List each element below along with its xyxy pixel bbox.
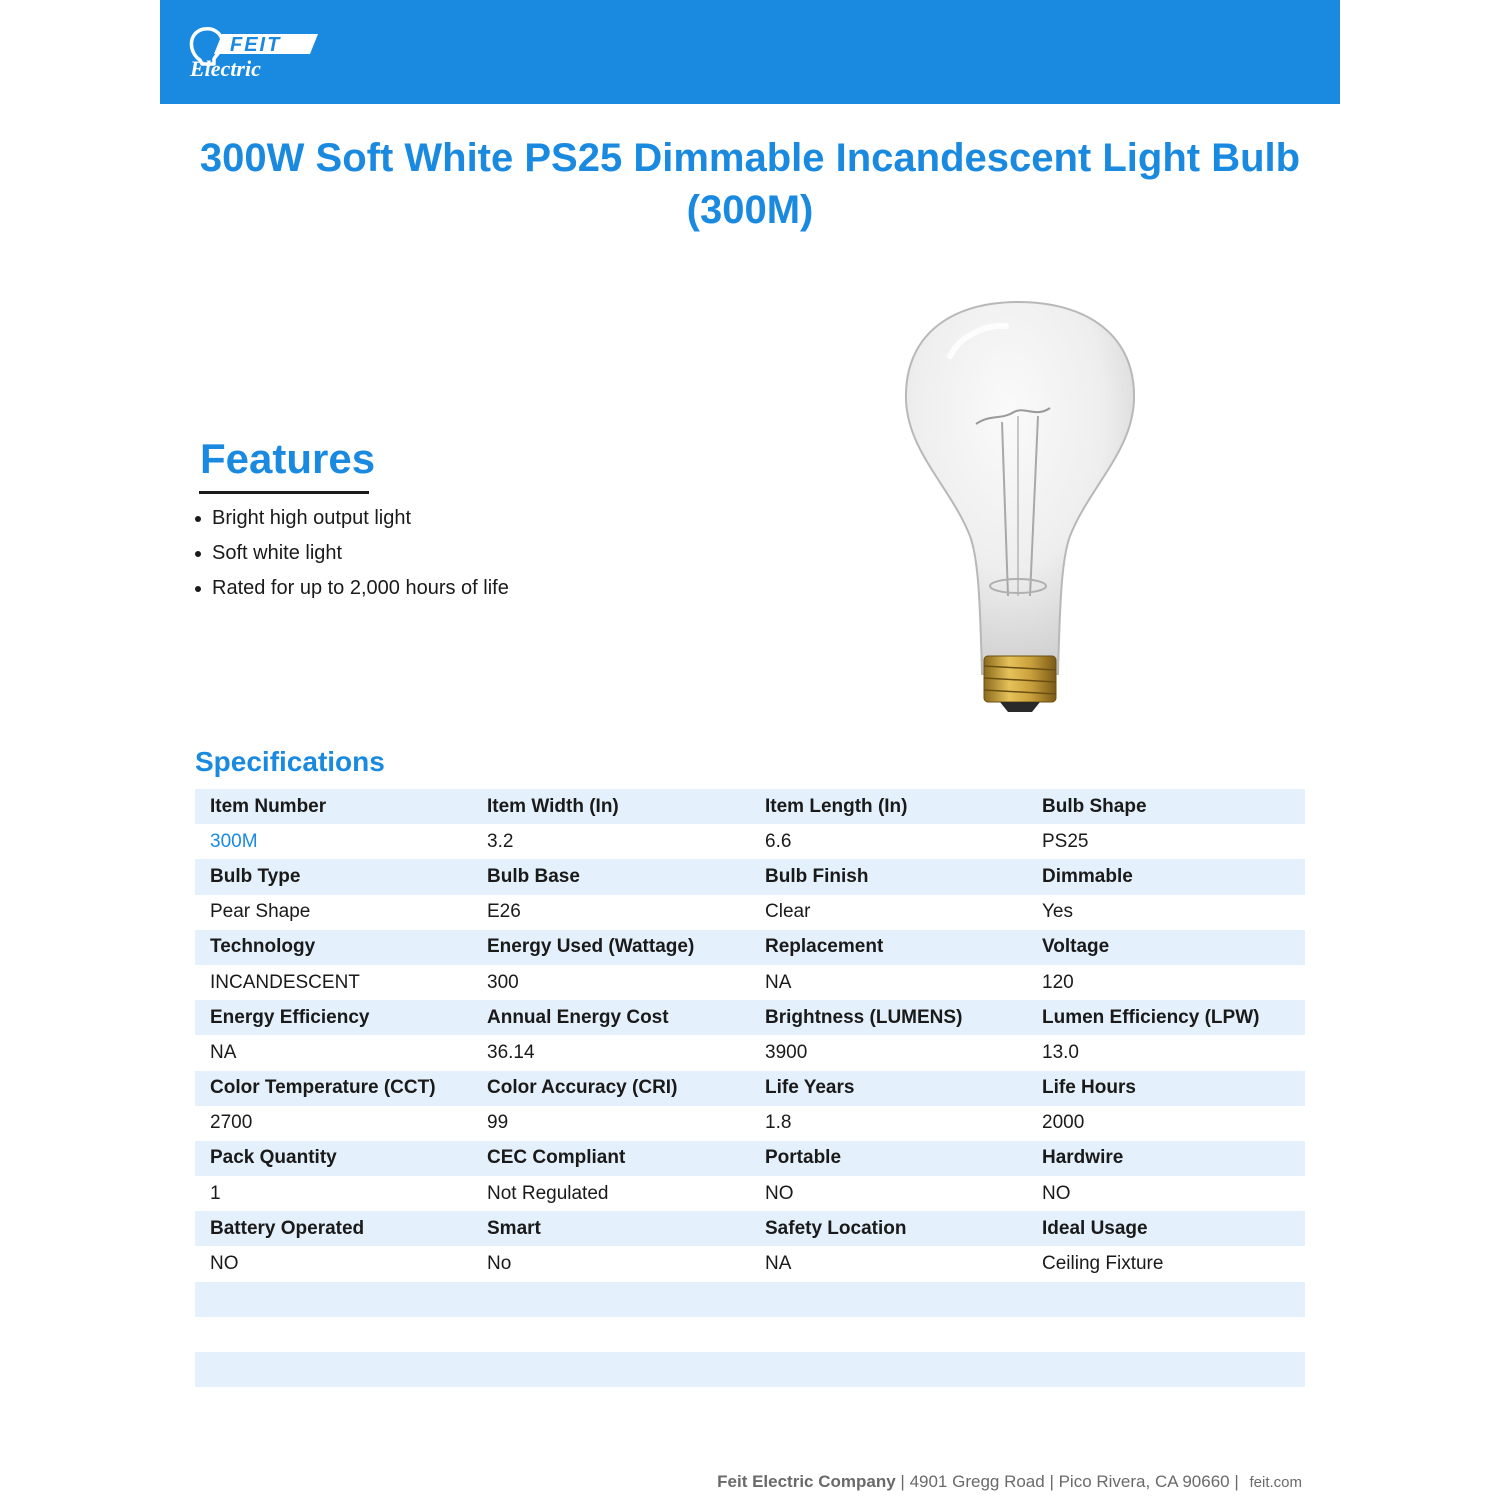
spec-label: Battery Operated bbox=[210, 1217, 365, 1239]
spec-value: NO bbox=[1042, 1182, 1071, 1204]
spec-label: Ideal Usage bbox=[1042, 1217, 1148, 1239]
spec-label: Color Accuracy (CRI) bbox=[487, 1077, 678, 1099]
spec-label: Brightness (LUMENS) bbox=[765, 1006, 963, 1028]
spec-value: Yes bbox=[1042, 901, 1073, 923]
feature-item: Bright high output light bbox=[192, 503, 509, 538]
spec-value: 3900 bbox=[765, 1041, 808, 1063]
spec-label: Item Length (In) bbox=[765, 795, 908, 817]
spec-value: NO bbox=[210, 1253, 239, 1275]
spec-label: Item Number bbox=[210, 795, 327, 817]
spec-label: Item Width (In) bbox=[487, 795, 619, 817]
spec-empty-label-row bbox=[195, 1282, 1305, 1317]
spec-label: Life Years bbox=[765, 1077, 855, 1099]
spec-value: PS25 bbox=[1042, 830, 1089, 852]
spec-value: No bbox=[487, 1253, 512, 1275]
spec-value: 300 bbox=[487, 971, 519, 993]
spec-value: 1.8 bbox=[765, 1112, 792, 1134]
spec-label: Bulb Base bbox=[487, 865, 580, 887]
footer-website-link[interactable]: feit.com bbox=[1249, 1474, 1302, 1491]
item-number-link[interactable]: 300M bbox=[210, 830, 258, 852]
spec-value: 6.6 bbox=[765, 830, 792, 852]
spec-label: Hardwire bbox=[1042, 1147, 1124, 1169]
spec-label-row bbox=[195, 930, 1305, 965]
svg-text:FEIT: FEIT bbox=[230, 34, 282, 56]
spec-value: INCANDESCENT bbox=[210, 971, 360, 993]
light-bulb-image bbox=[890, 296, 1150, 716]
spec-label: Safety Location bbox=[765, 1217, 907, 1239]
spec-label: Color Temperature (CCT) bbox=[210, 1077, 436, 1099]
spec-label: Replacement bbox=[765, 936, 884, 958]
spec-label-row bbox=[195, 859, 1305, 894]
spec-label: Energy Used (Wattage) bbox=[487, 936, 695, 958]
spec-label: Energy Efficiency bbox=[210, 1006, 370, 1028]
footer-company: Feit Electric Company bbox=[717, 1472, 896, 1491]
spec-value: 3.2 bbox=[487, 830, 514, 852]
spec-value: 13.0 bbox=[1042, 1041, 1079, 1063]
spec-value-row bbox=[195, 1176, 1305, 1211]
spec-label: Dimmable bbox=[1042, 865, 1133, 887]
spec-label: Life Hours bbox=[1042, 1077, 1136, 1099]
spec-value-row bbox=[195, 1106, 1305, 1141]
spec-label: Bulb Type bbox=[210, 865, 301, 887]
feature-item: Rated for up to 2,000 hours of life bbox=[192, 573, 509, 608]
feit-electric-logo[interactable] bbox=[186, 26, 326, 82]
spec-label: Bulb Finish bbox=[765, 865, 869, 887]
spec-label-row bbox=[195, 1211, 1305, 1246]
spec-value: 120 bbox=[1042, 971, 1074, 993]
spec-label: Annual Energy Cost bbox=[487, 1006, 669, 1028]
spec-label: CEC Compliant bbox=[487, 1147, 626, 1169]
spec-label-row bbox=[195, 1000, 1305, 1035]
spec-value: E26 bbox=[487, 901, 521, 923]
specifications-table bbox=[195, 789, 1305, 1387]
spec-value: Ceiling Fixture bbox=[1042, 1253, 1164, 1275]
spec-value-row bbox=[195, 895, 1305, 930]
svg-text:Electric: Electric bbox=[190, 56, 261, 81]
feature-item: Soft white light bbox=[192, 538, 509, 573]
features-underline bbox=[199, 491, 369, 494]
spec-label-row bbox=[195, 1071, 1305, 1106]
spec-label: Smart bbox=[487, 1217, 541, 1239]
header-bar bbox=[160, 0, 1340, 104]
spec-value: NA bbox=[765, 971, 792, 993]
spec-value-row bbox=[195, 965, 1305, 1000]
spec-label: Voltage bbox=[1042, 936, 1110, 958]
spec-empty-label-row bbox=[195, 1352, 1305, 1387]
page-title: 300W Soft White PS25 Dimmable Incandescent Light Bulb (300M) bbox=[199, 136, 1301, 232]
spec-value: 36.14 bbox=[487, 1041, 535, 1063]
spec-value-row bbox=[195, 1246, 1305, 1281]
spec-label: Technology bbox=[210, 936, 316, 958]
spec-value: Pear Shape bbox=[210, 901, 311, 923]
spec-value: 99 bbox=[487, 1112, 509, 1134]
spec-value: NO bbox=[765, 1182, 794, 1204]
specifications-heading: Specifications bbox=[195, 746, 385, 777]
footer bbox=[717, 1472, 1302, 1492]
spec-label: Pack Quantity bbox=[210, 1147, 337, 1169]
spec-value-row bbox=[195, 824, 1305, 859]
spec-value: 1 bbox=[210, 1182, 221, 1204]
spec-label: Portable bbox=[765, 1147, 842, 1169]
spec-value: 2700 bbox=[210, 1112, 253, 1134]
spec-empty-value-row bbox=[195, 1317, 1305, 1352]
spec-value: NA bbox=[210, 1041, 237, 1063]
spec-value-row bbox=[195, 1035, 1305, 1070]
spec-label: Lumen Efficiency (LPW) bbox=[1042, 1006, 1260, 1028]
features-heading: Features bbox=[200, 435, 376, 482]
footer-address: | 4901 Gregg Road | Pico Rivera, CA 90660 | bbox=[895, 1472, 1244, 1491]
features-list bbox=[192, 503, 509, 608]
spec-value: 2000 bbox=[1042, 1112, 1085, 1134]
spec-value: Clear bbox=[765, 901, 811, 923]
spec-label-row bbox=[195, 789, 1305, 824]
spec-value: NA bbox=[765, 1253, 792, 1275]
spec-value: Not Regulated bbox=[487, 1182, 609, 1204]
spec-label: Bulb Shape bbox=[1042, 795, 1147, 817]
spec-label-row bbox=[195, 1141, 1305, 1176]
